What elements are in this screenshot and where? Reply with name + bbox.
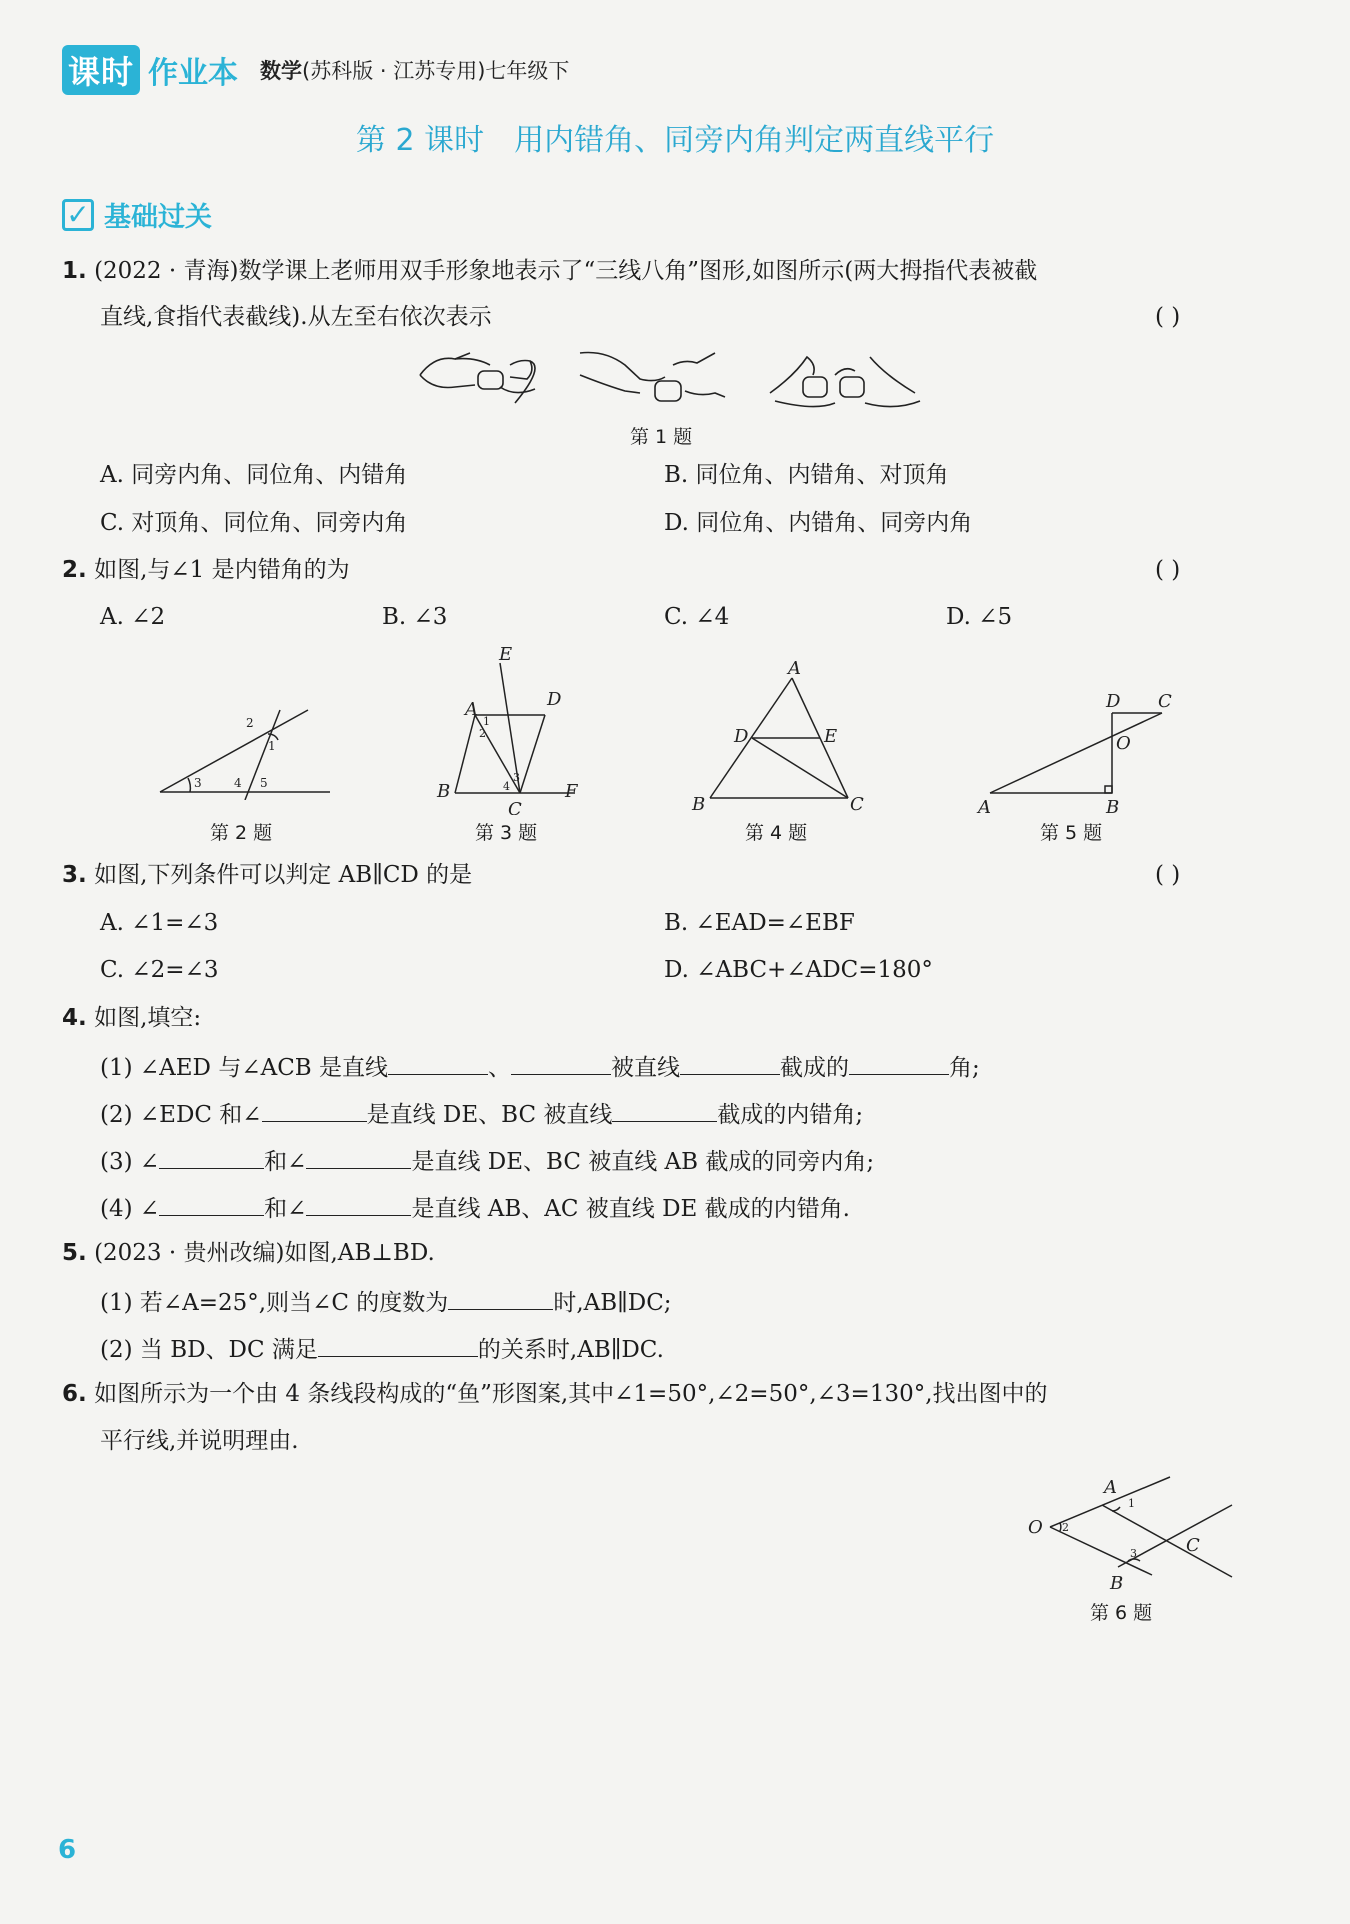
- svg-text:E: E: [499, 645, 513, 665]
- svg-text:D: D: [547, 689, 562, 710]
- page-number: 6: [58, 1835, 77, 1865]
- q5-part1: [100, 1287, 672, 1318]
- q2-option-c: C. ∠4: [664, 604, 730, 630]
- q4-part4: [100, 1193, 850, 1224]
- lesson-number: 第 2 课时: [355, 123, 485, 158]
- svg-text:B: B: [1106, 797, 1120, 815]
- svg-text:4: 4: [234, 776, 242, 790]
- q3-option-c: C. ∠2=∠3: [100, 957, 219, 983]
- q4-p1-text-d: 截成的: [780, 1055, 850, 1081]
- q1-option-d: D. 同位角、内错角、同旁内角: [664, 510, 973, 536]
- q2-option-b: B. ∠3: [382, 604, 448, 630]
- q2-option-d: D. ∠5: [946, 604, 1013, 630]
- svg-text:3: 3: [194, 776, 202, 790]
- q5-p2-text-b: 的关系时,AB∥DC.: [477, 1337, 664, 1363]
- svg-text:1: 1: [483, 715, 490, 728]
- svg-text:5: 5: [260, 776, 268, 790]
- q4-p3-blank-2[interactable]: [306, 1146, 411, 1169]
- svg-text:4: 4: [503, 780, 510, 793]
- q4-p1-blank-2[interactable]: [511, 1052, 611, 1075]
- svg-text:3: 3: [1130, 1547, 1137, 1560]
- q2-line: [62, 557, 350, 585]
- svg-text:F: F: [565, 781, 578, 802]
- q4-p2-blank-1[interactable]: [262, 1099, 367, 1122]
- book-info: [260, 55, 569, 85]
- svg-text:A: A: [1104, 1477, 1117, 1498]
- q5-p1-blank[interactable]: [448, 1287, 553, 1310]
- q1-option-c: C. 对顶角、同位角、同旁内角: [100, 510, 408, 536]
- subject: 数学: [260, 59, 303, 83]
- q2-option-a: A. ∠2: [100, 604, 166, 630]
- svg-text:O: O: [1028, 1517, 1043, 1538]
- q2-number: 2.: [62, 557, 87, 583]
- fig2-caption: 第 2 题: [210, 822, 273, 844]
- section-header: [62, 195, 212, 234]
- q3-number: 3.: [62, 862, 87, 888]
- svg-text:1: 1: [1128, 1497, 1135, 1510]
- q4-p4-text-a: (4) ∠: [100, 1196, 160, 1222]
- q4-part2: [100, 1099, 863, 1130]
- figure-6: [1020, 1465, 1240, 1595]
- figure-5: [970, 685, 1180, 815]
- q4-p3-blank-1[interactable]: [159, 1146, 264, 1169]
- q4-p1-text-c: 被直线: [611, 1055, 681, 1081]
- q1-number: 1.: [62, 258, 87, 284]
- header: [62, 48, 569, 92]
- figure-3: [425, 645, 595, 815]
- q4-p3-text-c: 是直线 DE、BC 被直线 AB 截成的同旁内角;: [411, 1149, 875, 1175]
- q5-number: 5.: [62, 1240, 87, 1266]
- fig1-caption: 第 1 题: [630, 426, 693, 448]
- figure-4: [690, 660, 870, 820]
- q6-number: 6.: [62, 1381, 87, 1407]
- q1-option-b: B. 同位角、内错角、对顶角: [664, 462, 949, 488]
- q1-line2: 直线,食指代表截线).从左至右依次表示: [100, 304, 492, 330]
- q4-p1-text-e: 角;: [949, 1055, 980, 1081]
- q4-p1-blank-4[interactable]: [849, 1052, 949, 1075]
- q4-p3-text-a: (3) ∠: [100, 1149, 160, 1175]
- q6-line1: [62, 1381, 1048, 1409]
- q4-number: 4.: [62, 1005, 87, 1031]
- q4-p4-blank-1[interactable]: [159, 1193, 264, 1216]
- svg-text:B: B: [1110, 1573, 1124, 1594]
- q3-option-a: A. ∠1=∠3: [100, 910, 219, 936]
- q4-p3-text-b: 和∠: [264, 1149, 307, 1175]
- section-title: 基础过关: [104, 202, 212, 233]
- q5-p2-text-a: (2) 当 BD、DC 满足: [100, 1337, 318, 1363]
- q5-p1-text-a: (1) 若∠A=25°,则当∠C 的度数为: [100, 1290, 449, 1316]
- brand-badge: 课时: [62, 45, 140, 95]
- q4-p4-blank-2[interactable]: [306, 1193, 411, 1216]
- svg-text:2: 2: [246, 716, 254, 730]
- q3-text: 如图,下列条件可以判定 AB∥CD 的是: [94, 862, 473, 888]
- q3-answer-paren: ( ): [1155, 862, 1181, 888]
- svg-text:A: A: [465, 699, 478, 720]
- svg-text:C: C: [508, 799, 522, 815]
- svg-text:B: B: [437, 781, 451, 802]
- q2-answer-paren: ( ): [1155, 557, 1181, 583]
- q4-p1-text-b: 、: [488, 1055, 512, 1081]
- q4-p4-text-c: 是直线 AB、AC 被直线 DE 截成的内错角.: [411, 1196, 850, 1222]
- svg-text:O: O: [1116, 733, 1131, 754]
- lesson-name: 用内错角、同旁内角判定两直线平行: [514, 123, 995, 158]
- q3-line: [62, 862, 472, 890]
- q5-p1-text-b: 时,AB∥DC;: [553, 1290, 672, 1316]
- svg-text:A: A: [788, 660, 801, 679]
- svg-text:A: A: [978, 797, 991, 815]
- q4-part3: [100, 1146, 874, 1177]
- svg-text:1: 1: [268, 739, 276, 753]
- q5-part2: [100, 1334, 664, 1365]
- edition: (苏科版 · 江苏专用)七年级下: [302, 59, 570, 83]
- q4-part1: [100, 1052, 980, 1083]
- svg-text:D: D: [734, 726, 749, 747]
- fig4-caption: 第 4 题: [745, 822, 808, 844]
- q5-line: [62, 1240, 435, 1268]
- q6-line2: 平行线,并说明理由.: [100, 1428, 299, 1454]
- svg-text:3: 3: [513, 771, 520, 784]
- svg-text:C: C: [1186, 1535, 1200, 1556]
- q5-text: (2023 · 贵州改编)如图,AB⊥BD.: [94, 1240, 435, 1266]
- q4-p2-text-a: (2) ∠EDC 和∠: [100, 1102, 262, 1128]
- q4-p1-text-a: (1) ∠AED 与∠ACB 是直线: [100, 1055, 389, 1081]
- svg-text:C: C: [850, 794, 864, 815]
- hands-figure: [415, 345, 925, 420]
- q4-p2-text-b: 是直线 DE、BC 被直线: [366, 1102, 613, 1128]
- svg-text:D: D: [1106, 691, 1121, 712]
- q2-text: 如图,与∠1 是内错角的为: [94, 557, 350, 583]
- svg-text:E: E: [824, 726, 838, 747]
- figure-2: [150, 690, 340, 800]
- hand-1a: [420, 353, 470, 375]
- brand-name: 作业本: [148, 56, 239, 91]
- q1-answer-paren: ( ): [1155, 304, 1181, 330]
- lesson-title: [0, 115, 1350, 159]
- q4-p2-blank-2[interactable]: [612, 1099, 717, 1122]
- checkbox-icon: ✓: [62, 199, 94, 231]
- q1-text: (2022 · 青海)数学课上老师用双手形象地表示了“三线八角”图形,如图所示(两大拇指代表被截: [94, 258, 1038, 284]
- q4-p4-text-b: 和∠: [264, 1196, 307, 1222]
- q3-option-b: B. ∠EAD=∠EBF: [664, 910, 855, 936]
- q1-line1: [62, 258, 1037, 286]
- q4-p1-blank-3[interactable]: [680, 1052, 780, 1075]
- q4-p1-blank-1[interactable]: [388, 1052, 488, 1075]
- q4-line: [62, 1005, 201, 1033]
- svg-text:2: 2: [1062, 1521, 1069, 1534]
- q3-option-d: D. ∠ABC+∠ADC=180°: [664, 957, 933, 983]
- svg-text:C: C: [1158, 691, 1172, 712]
- svg-text:B: B: [692, 794, 706, 815]
- q6-text: 如图所示为一个由 4 条线段构成的“鱼”形图案,其中∠1=50°,∠2=50°,∠3=130°,找出图中的: [94, 1381, 1048, 1407]
- q1-option-a: A. 同旁内角、同位角、内错角: [100, 462, 408, 488]
- svg-text:2: 2: [479, 727, 486, 740]
- fig3-caption: 第 3 题: [475, 822, 538, 844]
- q4-text: 如图,填空:: [94, 1005, 202, 1031]
- fig6-caption: 第 6 题: [1090, 1602, 1153, 1624]
- q4-p2-text-c: 截成的内错角;: [717, 1102, 864, 1128]
- q5-p2-blank[interactable]: [318, 1334, 478, 1357]
- fig5-caption: 第 5 题: [1040, 822, 1103, 844]
